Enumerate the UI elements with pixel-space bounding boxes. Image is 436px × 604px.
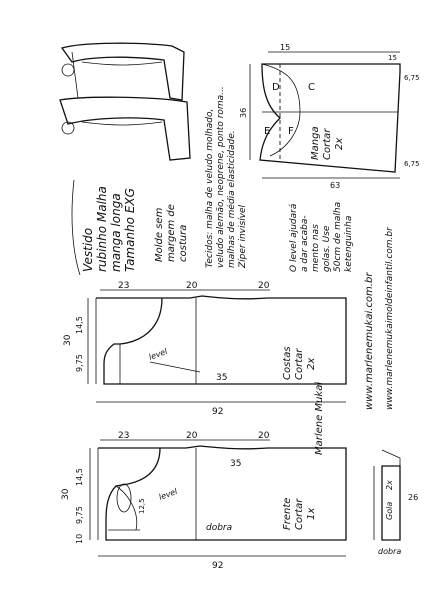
back-label: Costas	[282, 346, 293, 380]
title-line-4: Tamanho EXG	[123, 188, 137, 272]
front-dim-92: 92	[212, 561, 224, 571]
front-piece	[61, 431, 346, 571]
back-piece	[63, 281, 346, 417]
back-dim-35: 35	[216, 373, 228, 383]
fabric-note-line-4: Zíper invisível	[238, 204, 248, 268]
title-block	[81, 186, 137, 272]
back-dim-975: 9,75	[75, 354, 84, 372]
front-dim-35: 35	[230, 459, 242, 469]
front-qty: 1x	[306, 507, 317, 520]
gola-note-line-5: 50cm de malha	[333, 201, 343, 272]
front-label: Frente	[282, 497, 293, 530]
front-dim-975: 9,75	[75, 506, 84, 524]
title-line-1: Vestido	[81, 227, 95, 272]
back-dim-20a: 20	[186, 281, 198, 291]
gola-note	[289, 202, 354, 272]
gola-note-line-2: a dar acaba-	[300, 215, 310, 272]
front-dim-20b: 20	[258, 431, 270, 441]
back-dim-30: 30	[63, 334, 73, 346]
back-cut: Cortar	[294, 348, 305, 380]
fabric-note-line-2: veludo alemão, neoprene, ponto roma...	[216, 86, 226, 268]
sleeve-piece	[239, 43, 420, 190]
gola-note-line-4: golas. Use	[322, 225, 332, 272]
sleeve-dim-63: 63	[330, 181, 341, 190]
signature: Marlene Mukai	[314, 381, 325, 455]
collar-dim-26: 26	[408, 493, 419, 502]
sleeve-dim-675a: 6,75	[404, 74, 420, 82]
margin-note-line-2: margem de	[166, 204, 177, 262]
sleeve-letter-f: F	[288, 126, 294, 137]
sleeve-cut: Cortar	[322, 128, 333, 160]
sleeve-label: Manga	[310, 126, 321, 160]
site-2: www.marlenemukaimoldeinfantil.com.br	[385, 227, 395, 410]
websites	[364, 226, 395, 410]
front-dim-30: 30	[61, 488, 71, 500]
sleeve-letter-d: D	[272, 82, 280, 93]
collar-label: Gola	[385, 501, 394, 520]
back-dim-145: 14,5	[75, 316, 84, 334]
front-fold: dobra	[206, 523, 233, 533]
gola-note-line-1: O level ajudará	[289, 203, 299, 272]
front-dim-125: 12,5	[138, 498, 146, 514]
front-cut: Cortar	[294, 498, 305, 530]
title-line-2: rubinho Malha	[95, 186, 109, 272]
fabric-note-line-1: Tecidos: malha de veludo molhado,	[205, 108, 215, 268]
collar-fold: dobra	[378, 547, 402, 556]
sleeve-letter-c: C	[308, 82, 315, 93]
title-line-3: manga longa	[109, 193, 123, 272]
back-dim-23: 23	[118, 281, 130, 291]
back-qty: 2x	[306, 357, 317, 370]
front-dim-20a: 20	[186, 431, 198, 441]
sleeve-dim-15b: 15	[388, 54, 397, 62]
front-dim-10: 10	[75, 533, 84, 544]
collar-qty: 2x	[385, 480, 394, 490]
margin-note	[154, 204, 189, 262]
back-dim-20b: 20	[258, 281, 270, 291]
front-dim-145: 14,5	[75, 468, 84, 486]
sleeve-qty: 2x	[334, 137, 345, 150]
dress-sketch	[60, 43, 190, 160]
gola-note-line-3: mento nas	[311, 224, 321, 272]
gola-note-line-6: ketenguinha	[344, 215, 354, 272]
sleeve-letter-e: E	[264, 126, 271, 137]
fabric-note-line-3: malhas de média elasticidade.	[227, 130, 237, 268]
front-level: level	[157, 486, 179, 502]
margin-note-line-3: costura	[178, 224, 189, 262]
sleeve-dim-36: 36	[239, 107, 248, 118]
margin-note-line-1: Molde sem	[154, 207, 165, 262]
collar-piece	[374, 450, 418, 556]
sleeve-dim-15: 15	[280, 43, 291, 52]
sleeve-dim-675b: 6,75	[404, 160, 420, 168]
front-dim-23: 23	[118, 431, 130, 441]
back-dim-92: 92	[212, 407, 224, 417]
back-level: level	[147, 346, 169, 362]
title-bracket	[72, 180, 80, 275]
site-1: www.marlenemukai.com.br	[364, 272, 375, 410]
